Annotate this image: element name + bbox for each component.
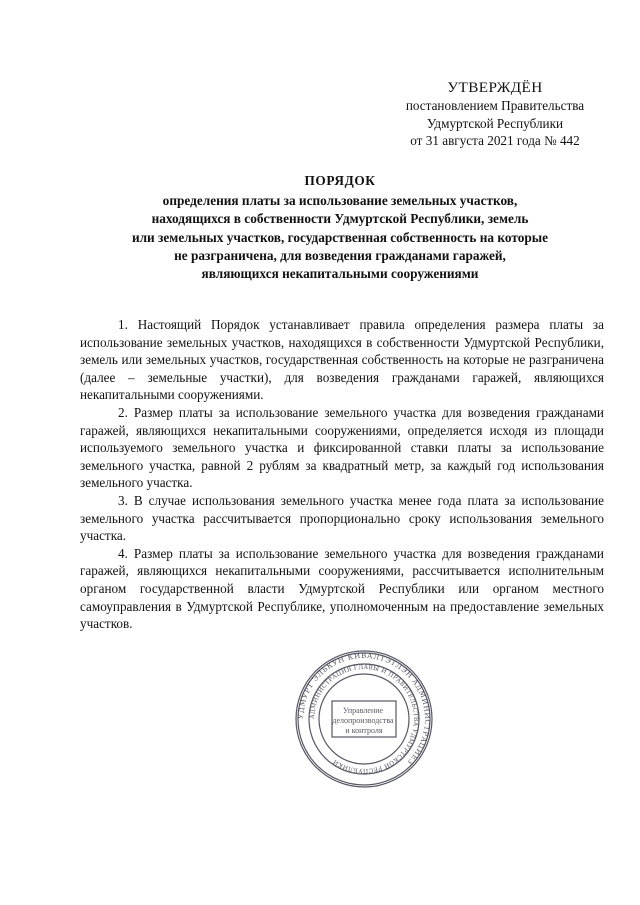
title-main: ПОРЯДОК <box>304 173 376 188</box>
official-stamp-seal <box>293 648 435 790</box>
title-line: или земельных участков, государственная собственность на которые <box>131 229 549 245</box>
title-line: не разграничена, для возведения гражданами гаражей, <box>174 247 506 263</box>
title-line: являющихся некапитальными сооружениями <box>201 266 479 282</box>
stamp-outer-text: УДМУРТ ЭЛЬКУН КИВАЛТЭТЛЭН АДМИНИСТРАЦИЕЗ <box>295 650 433 768</box>
approval-heading: УТВЕРЖДЁН <box>447 79 543 96</box>
stamp-center-line-3: и контроля <box>345 726 383 735</box>
document-title <box>80 172 600 283</box>
svg-text:Управление делопроизводс <box>332 706 395 735</box>
stamp-inner-text: АДМИНИСТРАЦИЯ ГЛАВЫ И ПРАВИТЕЛЬСТВА УДМУРТСКОЙ РЕСПУБЛИКИ <box>308 663 420 775</box>
title-line: определения платы за использование земельных участков, <box>162 193 518 209</box>
approval-line-2: Удмуртской Республики <box>426 115 564 131</box>
approval-block <box>380 78 610 150</box>
document-body <box>80 316 604 633</box>
stamp-center-line-1: Управление <box>342 706 384 715</box>
title-line: находящихся в собственности Удмуртской Республики, земель <box>151 211 529 227</box>
paragraph-3: 3. В случае использования земельного участка менее года плата за использование земельного участка рассчитывается пропорционально сроку использования земельного участка. <box>80 492 604 544</box>
paragraph-4: 4. Размер платы за использование земельного участка для возведения гражданами гаражей, являющихся некапитальными сооружениями, рассчитывается исполнительным органом государственной власти Удмуртской Республики или органом местного самоуправления в Удмуртской Республике, уполномоченным на предоставление земельных участков. <box>80 545 604 632</box>
approval-line-1: постановлением Правительства <box>405 98 585 113</box>
stamp-graphic <box>293 648 435 790</box>
stamp-center-line-2: делопроизводства <box>332 716 394 725</box>
paragraph-2: 2. Размер платы за использование земельного участка для возведения гражданами гаражей, являющихся некапитальными сооружениями, определяется исходя из площади используемого земельного участка и фиксированной ставки платы за использование земельного участка, равной 2 рублям за квадратный метр, за каждый год использования земельного участка. <box>80 404 604 491</box>
paragraph-1: 1. Настоящий Порядок устанавливает правила определения размера платы за использование земельных участков, находящихся в собственности Удмуртской Республики, земель или земельных участков, государственная собственность на которые не разграничена (далее – земельные участки), для возведения гражданами гаражей, являющихся некапитальными сооружениями. <box>80 317 604 403</box>
approval-line-3: от 31 августа 2021 года № 442 <box>410 133 580 148</box>
